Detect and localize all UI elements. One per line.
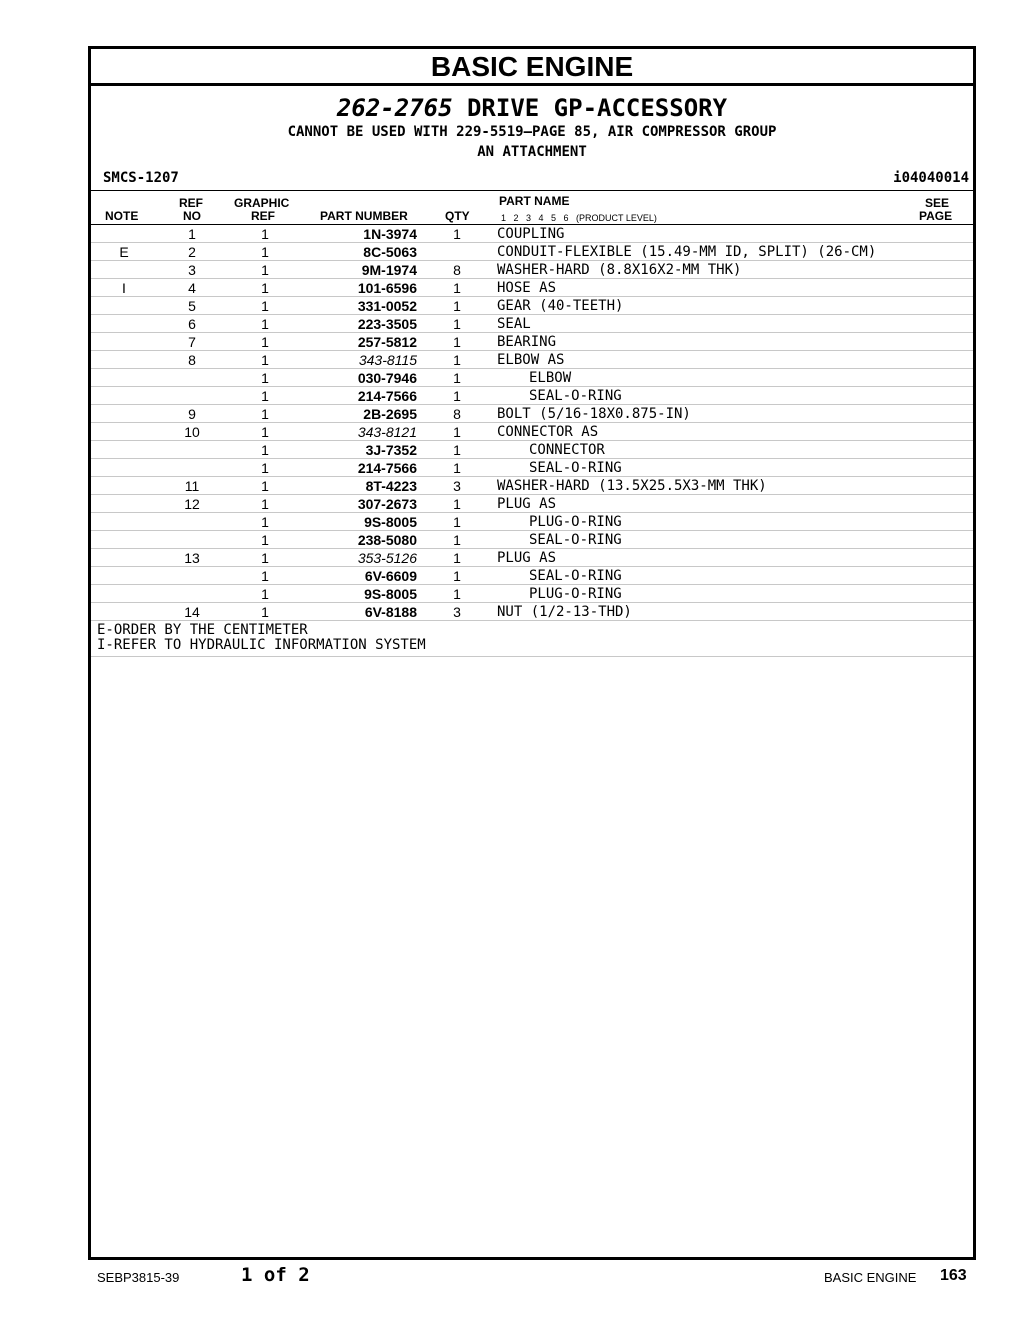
note-line: E-ORDER BY THE CENTIMETER — [97, 622, 308, 638]
row-part-number: 9S-8005 — [303, 585, 417, 603]
row-qty: 8 — [417, 261, 497, 279]
section-title: BASIC ENGINE — [91, 49, 973, 86]
row-qty: 8 — [417, 405, 497, 423]
header-see-2: PAGE — [919, 209, 953, 223]
illustration-id: i04040014 — [893, 170, 969, 186]
row-part-number: 331-0052 — [303, 297, 417, 315]
row-note — [91, 297, 157, 315]
row-ref-no: 8 — [157, 351, 227, 369]
row-note — [91, 477, 157, 495]
header-ref-2: NO — [183, 209, 201, 223]
table-row — [91, 315, 973, 333]
row-graphic-ref: 1 — [227, 549, 303, 567]
row-part-number: 3J-7352 — [303, 441, 417, 459]
row-part-number: 2B-2695 — [303, 405, 417, 423]
row-part-number: 343-8121 — [303, 423, 417, 441]
row-qty: 1 — [417, 585, 497, 603]
header-ref-1: REF — [179, 196, 203, 210]
table-row — [91, 603, 973, 621]
row-note — [91, 225, 157, 243]
table-row — [91, 387, 973, 405]
row-part-number: 9M-1974 — [303, 261, 417, 279]
row-note — [91, 603, 157, 621]
row-graphic-ref: 1 — [227, 567, 303, 585]
header-see-1: SEE — [925, 196, 950, 210]
table-header — [91, 191, 973, 225]
row-part-number: 214-7566 — [303, 459, 417, 477]
row-ref-no: 11 — [157, 477, 227, 495]
row-ref-no — [157, 459, 227, 477]
row-ref-no — [157, 441, 227, 459]
row-graphic-ref: 1 — [227, 297, 303, 315]
row-graphic-ref: 1 — [227, 603, 303, 621]
row-note — [91, 549, 157, 567]
row-ref-no: 3 — [157, 261, 227, 279]
row-qty: 3 — [417, 603, 497, 621]
table-row — [91, 513, 973, 531]
row-note — [91, 315, 157, 333]
table-row — [91, 495, 973, 513]
row-graphic-ref: 1 — [227, 459, 303, 477]
row-part-name: PLUG AS — [497, 549, 973, 567]
table-row — [91, 549, 973, 567]
row-qty: 1 — [417, 495, 497, 513]
header-part-name: PART NAME — [499, 194, 570, 208]
row-part-name: PLUG-O-RING — [497, 513, 973, 531]
row-graphic-ref: 1 — [227, 261, 303, 279]
row-part-number: 6V-8188 — [303, 603, 417, 621]
row-graphic-ref: 1 — [227, 351, 303, 369]
row-part-number: 8T-4223 — [303, 477, 417, 495]
row-graphic-ref: 1 — [227, 243, 303, 261]
row-qty: 1 — [417, 315, 497, 333]
row-part-name: CONNECTOR AS — [497, 423, 973, 441]
row-ref-no: 6 — [157, 315, 227, 333]
row-part-number: 214-7566 — [303, 387, 417, 405]
row-note — [91, 405, 157, 423]
row-qty: 1 — [417, 513, 497, 531]
row-note — [91, 531, 157, 549]
row-part-number: 238-5080 — [303, 531, 417, 549]
row-note — [91, 387, 157, 405]
row-part-number: 343-8115 — [303, 351, 417, 369]
row-qty: 1 — [417, 369, 497, 387]
row-graphic-ref: 1 — [227, 387, 303, 405]
row-graphic-ref: 1 — [227, 405, 303, 423]
row-qty — [417, 243, 497, 261]
row-qty: 1 — [417, 333, 497, 351]
table-row — [91, 351, 973, 369]
row-part-name: COUPLING — [497, 225, 973, 243]
row-ref-no: 1 — [157, 225, 227, 243]
header-note: NOTE — [105, 209, 139, 223]
table-row — [91, 369, 973, 387]
group-part-number: 262-2765 — [336, 94, 453, 122]
row-ref-no — [157, 369, 227, 387]
row-note — [91, 585, 157, 603]
row-part-name: ELBOW AS — [497, 351, 973, 369]
row-note — [91, 513, 157, 531]
row-qty: 1 — [417, 387, 497, 405]
table-row — [91, 585, 973, 603]
row-ref-no — [157, 567, 227, 585]
smcs-row — [91, 168, 973, 191]
row-graphic-ref: 1 — [227, 441, 303, 459]
row-ref-no: 2 — [157, 243, 227, 261]
header-part-number: PART NUMBER — [320, 209, 408, 223]
row-note — [91, 459, 157, 477]
smcs-code: SMCS-1207 — [103, 170, 179, 186]
table-row — [91, 297, 973, 315]
row-graphic-ref: 1 — [227, 513, 303, 531]
row-qty: 1 — [417, 279, 497, 297]
row-ref-no: 12 — [157, 495, 227, 513]
table-row — [91, 243, 973, 261]
row-part-number: 030-7946 — [303, 369, 417, 387]
row-qty: 1 — [417, 531, 497, 549]
row-part-number: 1N-3974 — [303, 225, 417, 243]
row-ref-no — [157, 585, 227, 603]
row-ref-no — [157, 387, 227, 405]
row-part-number: 223-3505 — [303, 315, 417, 333]
row-graphic-ref: 1 — [227, 333, 303, 351]
row-note — [91, 441, 157, 459]
row-part-name: ELBOW — [497, 369, 973, 387]
row-graphic-ref: 1 — [227, 225, 303, 243]
table-row — [91, 567, 973, 585]
row-qty: 1 — [417, 297, 497, 315]
row-ref-no: 13 — [157, 549, 227, 567]
row-part-name: SEAL-O-RING — [497, 459, 973, 477]
header-graphic-1: GRAPHIC — [234, 196, 290, 210]
row-part-name: SEAL-O-RING — [497, 531, 973, 549]
row-part-name: PLUG-O-RING — [497, 585, 973, 603]
row-note: I — [91, 279, 157, 297]
group-subtitle-2: AN ATTACHMENT — [477, 144, 587, 160]
row-graphic-ref: 1 — [227, 423, 303, 441]
parts-table — [91, 225, 973, 621]
row-part-number: 257-5812 — [303, 333, 417, 351]
row-ref-no: 4 — [157, 279, 227, 297]
row-graphic-ref: 1 — [227, 531, 303, 549]
row-part-name: BEARING — [497, 333, 973, 351]
notes-block — [91, 621, 973, 657]
row-ref-no — [157, 513, 227, 531]
row-note: E — [91, 243, 157, 261]
row-part-name: NUT (1/2-13-THD) — [497, 603, 973, 621]
row-part-name: WASHER-HARD (8.8X16X2-MM THK) — [497, 261, 973, 279]
row-note — [91, 423, 157, 441]
row-qty: 1 — [417, 549, 497, 567]
row-part-number: 9S-8005 — [303, 513, 417, 531]
row-part-name: BOLT (5/16-18X0.875-IN) — [497, 405, 973, 423]
row-part-number: 307-2673 — [303, 495, 417, 513]
row-part-name: SEAL-O-RING — [497, 387, 973, 405]
row-note — [91, 495, 157, 513]
row-qty: 3 — [417, 477, 497, 495]
row-part-name: CONNECTOR — [497, 441, 973, 459]
table-row — [91, 405, 973, 423]
row-part-name: WASHER-HARD (13.5X25.5X3-MM THK) — [497, 477, 973, 495]
row-graphic-ref: 1 — [227, 369, 303, 387]
table-row — [91, 261, 973, 279]
row-ref-no: 9 — [157, 405, 227, 423]
row-part-name: GEAR (40-TEETH) — [497, 297, 973, 315]
row-part-name: SEAL — [497, 315, 973, 333]
table-row — [91, 477, 973, 495]
row-ref-no — [157, 531, 227, 549]
row-part-number: 101-6596 — [303, 279, 417, 297]
parts-page-frame — [88, 46, 976, 1260]
page-footer — [0, 1262, 1020, 1292]
row-part-number: 353-5126 — [303, 549, 417, 567]
group-subtitle-1: CANNOT BE USED WITH 229-5519—PAGE 85, AIR COMPRESSOR GROUP — [287, 124, 777, 140]
row-graphic-ref: 1 — [227, 495, 303, 513]
header-qty: QTY — [445, 209, 470, 223]
table-row — [91, 279, 973, 297]
row-part-name: HOSE AS — [497, 279, 973, 297]
row-qty: 1 — [417, 225, 497, 243]
row-part-name: PLUG AS — [497, 495, 973, 513]
header-product-level: 1 2 3 4 5 6 (PRODUCT LEVEL) — [501, 213, 657, 223]
row-part-number: 6V-6609 — [303, 567, 417, 585]
row-note — [91, 261, 157, 279]
row-part-number: 8C-5063 — [303, 243, 417, 261]
row-note — [91, 369, 157, 387]
table-row — [91, 459, 973, 477]
group-name: DRIVE GP-ACCESSORY — [466, 94, 728, 122]
row-graphic-ref: 1 — [227, 279, 303, 297]
table-row — [91, 441, 973, 459]
row-note — [91, 333, 157, 351]
row-part-name: SEAL-O-RING — [497, 567, 973, 585]
row-part-name: CONDUIT-FLEXIBLE (15.49-MM ID, SPLIT) (26-CM) — [497, 243, 973, 261]
row-note — [91, 351, 157, 369]
row-graphic-ref: 1 — [227, 315, 303, 333]
table-row — [91, 333, 973, 351]
row-qty: 1 — [417, 441, 497, 459]
row-graphic-ref: 1 — [227, 477, 303, 495]
note-line: I-REFER TO HYDRAULIC INFORMATION SYSTEM — [97, 637, 426, 653]
row-qty: 1 — [417, 423, 497, 441]
footer-page-number: 163 — [940, 1267, 967, 1284]
row-qty: 1 — [417, 459, 497, 477]
table-row — [91, 531, 973, 549]
table-row — [91, 225, 973, 243]
group-title — [91, 94, 973, 122]
row-ref-no: 14 — [157, 603, 227, 621]
row-qty: 1 — [417, 351, 497, 369]
row-ref-no: 10 — [157, 423, 227, 441]
row-qty: 1 — [417, 567, 497, 585]
row-ref-no: 5 — [157, 297, 227, 315]
table-row — [91, 423, 973, 441]
row-graphic-ref: 1 — [227, 585, 303, 603]
header-graphic-2: REF — [251, 209, 275, 223]
footer-section: BASIC ENGINE — [824, 1270, 917, 1285]
row-ref-no: 7 — [157, 333, 227, 351]
footer-doc-code: SEBP3815-39 — [97, 1270, 180, 1285]
footer-page-of: 1 of 2 — [241, 1264, 310, 1286]
row-note — [91, 567, 157, 585]
